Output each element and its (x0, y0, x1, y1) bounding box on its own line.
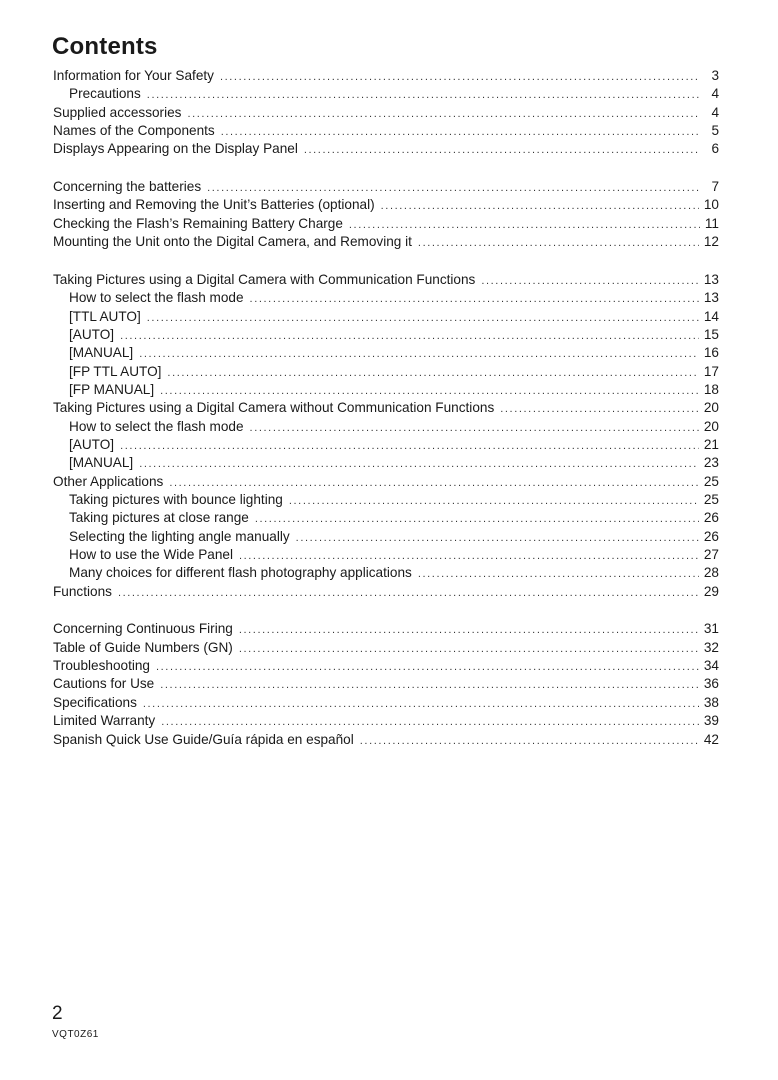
dot-leader (167, 364, 698, 382)
toc-entry[interactable] (53, 436, 719, 454)
toc-entry-label: Selecting the lighting angle manually (69, 528, 290, 544)
toc-entry-page: 27 (703, 547, 719, 563)
dot-leader (169, 474, 699, 492)
toc-entry-page: 17 (703, 363, 719, 379)
toc-entry-label: Specifications (53, 694, 137, 710)
dot-leader (139, 345, 699, 363)
toc-entry-page: 18 (703, 381, 719, 397)
toc-entry[interactable] (53, 104, 719, 122)
dot-leader (250, 290, 699, 308)
page-title: Contents (52, 33, 158, 60)
toc-entry[interactable] (53, 308, 719, 326)
toc-entry-label: Spanish Quick Use Guide/Guía rápida en español (53, 731, 354, 747)
toc-entry[interactable] (53, 639, 719, 657)
toc-entry[interactable] (53, 399, 719, 417)
toc-entry[interactable] (53, 491, 719, 509)
toc-entry-page: 3 (711, 68, 719, 83)
toc-entry-label: Table of Guide Numbers (GN) (53, 639, 233, 655)
dot-leader (360, 732, 699, 750)
dot-leader (296, 529, 699, 547)
toc-group (53, 178, 719, 251)
document-code: VQT0Z61 (52, 1029, 99, 1040)
toc-entry-label: Troubleshooting (53, 658, 150, 674)
toc-entry-label: Mounting the Unit onto the Digital Camera, and Removing it (53, 234, 412, 250)
toc-entry-page: 15 (703, 326, 719, 342)
toc-entry[interactable] (53, 473, 719, 491)
dot-leader (349, 216, 700, 234)
toc-entry-label: [AUTO] (69, 436, 115, 452)
toc-entry[interactable] (53, 233, 719, 251)
toc-entry[interactable] (53, 381, 719, 399)
toc-entry-page: 39 (703, 713, 719, 729)
toc-entry[interactable] (53, 712, 719, 730)
dot-leader (160, 676, 699, 694)
dot-leader (500, 400, 699, 418)
toc-entry[interactable] (53, 418, 719, 436)
toc-entry-label: [FP TTL AUTO] (69, 363, 162, 379)
toc-entry-page: 20 (703, 400, 719, 416)
toc-entry[interactable] (53, 140, 719, 158)
toc-entry-page: 25 (703, 473, 719, 489)
toc-entry-label: How to select the flash mode (69, 418, 244, 434)
toc-entry[interactable] (53, 178, 719, 196)
toc-entry-page: 12 (703, 234, 719, 250)
toc-entry[interactable] (53, 546, 719, 564)
toc-entry-page: 4 (711, 86, 719, 102)
toc-entry[interactable] (53, 731, 719, 749)
toc-entry-page: 25 (703, 492, 719, 507)
dot-leader (289, 492, 699, 510)
toc-group (53, 271, 719, 601)
toc-entry[interactable] (53, 344, 719, 362)
toc-entry[interactable] (53, 528, 719, 546)
toc-entry-page: 21 (703, 436, 719, 452)
toc-entry-page: 42 (703, 731, 719, 747)
dot-leader (120, 437, 699, 455)
toc-entry-page: 14 (703, 308, 719, 324)
dot-leader (160, 382, 699, 400)
toc-entry-label: Functions (53, 583, 112, 599)
toc-entry-page: 16 (703, 345, 719, 361)
toc-entry-label: Precautions (69, 86, 141, 102)
dot-leader (239, 547, 699, 565)
toc-entry-page: 38 (703, 694, 719, 710)
toc-entry-page: 28 (703, 565, 719, 581)
toc-entry-page: 7 (711, 179, 719, 195)
dot-leader (147, 309, 699, 327)
toc-entry-page: 36 (703, 676, 719, 692)
toc-entry[interactable] (53, 564, 719, 582)
table-of-contents (53, 67, 719, 768)
toc-entry-label: Many choices for different flash photography applications (69, 565, 412, 581)
toc-entry-label: [AUTO] (69, 326, 115, 342)
dot-leader (207, 179, 700, 197)
toc-entry-label: [MANUAL] (69, 345, 134, 361)
dot-leader (418, 565, 699, 583)
toc-entry-label: Supplied accessories (53, 104, 182, 120)
toc-entry-label: Concerning Continuous Firing (53, 621, 233, 637)
toc-entry-label: Taking pictures with bounce lighting (69, 492, 283, 507)
toc-entry[interactable] (53, 67, 719, 85)
dot-leader (481, 272, 699, 290)
dot-leader (156, 658, 699, 676)
toc-entry-page: 20 (703, 418, 719, 434)
toc-entry-label: Cautions for Use (53, 676, 155, 692)
dot-leader (221, 123, 700, 141)
dot-leader (139, 455, 699, 473)
toc-entry-page: 10 (703, 197, 719, 213)
toc-entry-page: 6 (711, 141, 719, 157)
toc-entry[interactable] (53, 694, 719, 712)
toc-entry[interactable] (53, 675, 719, 693)
toc-entry-label: [FP MANUAL] (69, 381, 155, 397)
toc-entry-label: How to use the Wide Panel (69, 547, 233, 563)
toc-entry[interactable] (53, 326, 719, 344)
toc-entry-page: 5 (711, 123, 719, 139)
dot-leader (239, 640, 699, 658)
toc-entry-page: 11 (704, 215, 719, 231)
toc-entry-page: 31 (703, 621, 719, 637)
toc-entry-page: 26 (703, 510, 719, 526)
toc-entry-label: [MANUAL] (69, 455, 134, 471)
toc-entry-label: Names of the Components (53, 123, 215, 139)
toc-entry-page: 29 (703, 583, 719, 599)
toc-entry[interactable] (53, 196, 719, 214)
page-number: 2 (52, 1003, 63, 1024)
toc-entry-label: Concerning the batteries (53, 179, 202, 195)
dot-leader (161, 713, 699, 731)
toc-entry-label: Taking Pictures using a Digital Camera with Communication Functions (53, 271, 476, 287)
toc-entry-label: Taking pictures at close range (69, 510, 249, 526)
toc-entry-page: 32 (703, 639, 719, 655)
toc-entry[interactable] (53, 454, 719, 472)
dot-leader (120, 327, 699, 345)
dot-leader (147, 86, 700, 104)
toc-entry-page: 13 (703, 290, 719, 306)
dot-leader (418, 234, 699, 252)
dot-leader (118, 584, 699, 602)
toc-entry[interactable] (53, 215, 719, 233)
toc-entry-page: 26 (703, 528, 719, 544)
toc-entry-page: 13 (703, 271, 719, 287)
toc-entry[interactable] (53, 657, 719, 675)
toc-entry-label: Limited Warranty (53, 713, 156, 729)
toc-entry[interactable] (53, 122, 719, 140)
dot-leader (255, 510, 699, 528)
toc-entry-label: Information for Your Safety (53, 68, 214, 83)
toc-entry-label: Displays Appearing on the Display Panel (53, 141, 298, 157)
dot-leader (220, 68, 700, 86)
toc-group (53, 620, 719, 748)
toc-entry[interactable] (53, 583, 719, 601)
toc-entry-label: Taking Pictures using a Digital Camera without Communication Functions (53, 400, 495, 416)
toc-entry[interactable] (53, 85, 719, 103)
toc-entry-label: How to select the flash mode (69, 290, 244, 306)
dot-leader (381, 197, 699, 215)
dot-leader (239, 621, 699, 639)
dot-leader (250, 419, 699, 437)
toc-entry[interactable] (53, 289, 719, 307)
toc-entry[interactable] (53, 620, 719, 638)
toc-entry[interactable] (53, 363, 719, 381)
toc-entry[interactable] (53, 271, 719, 289)
toc-entry-page: 23 (703, 455, 719, 471)
toc-entry-label: Other Applications (53, 473, 164, 489)
toc-entry[interactable] (53, 509, 719, 527)
dot-leader (187, 105, 700, 123)
toc-entry-label: Inserting and Removing the Unit’s Batteries (optional) (53, 197, 375, 213)
toc-entry-page: 4 (711, 104, 719, 120)
toc-group (53, 67, 719, 159)
dot-leader (304, 141, 700, 159)
toc-entry-label: Checking the Flash’s Remaining Battery Charge (53, 215, 343, 231)
toc-entry-page: 34 (703, 658, 719, 674)
toc-entry-label: [TTL AUTO] (69, 308, 141, 324)
dot-leader (143, 695, 699, 713)
